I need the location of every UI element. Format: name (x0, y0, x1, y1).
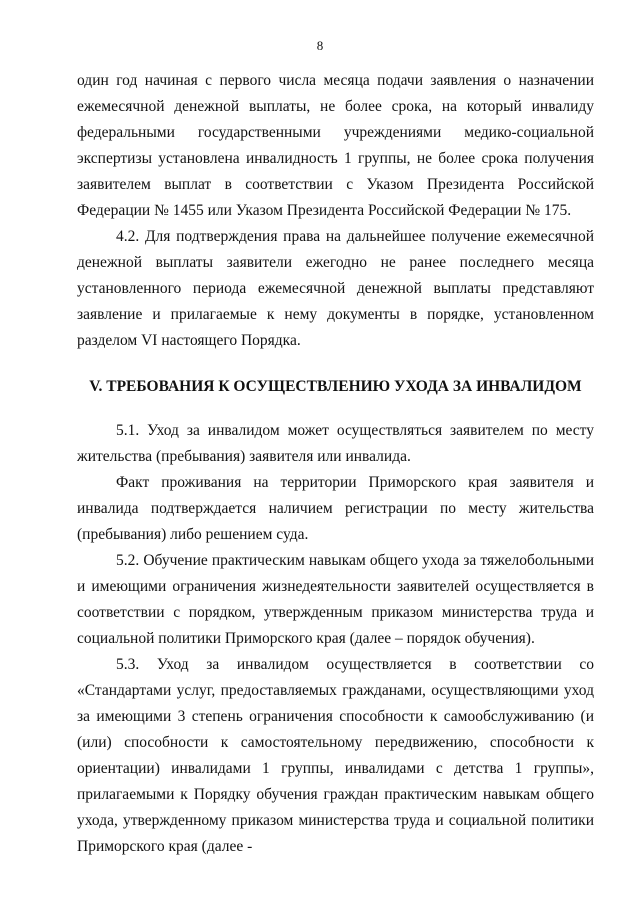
document-body (77, 68, 594, 860)
paragraph-5-2: 5.2. Обучение практическим навыкам общего ухода за тяжелобольными и имеющими ограничения жизнедеятельности заявителей осуществляется в соответствии с порядком, утвержденным приказом министерства труда и социальной политики Приморского края (далее – порядок обучения). (77, 552, 594, 647)
paragraph-continuation: один год начиная с первого числа месяца подачи заявления о назначении ежемесячной денежной выплаты, не более срока, на который инвалиду федеральными государственными учреждениями медико-социальной экспертизы установлена инвалидность 1 группы, не более срока получения заявителем выплат в соответствии с Указом Президента Российской Федерации № 1455 или Указом Президента Российской Федерации № 175. (77, 72, 594, 219)
paragraph-4-2: 4.2. Для подтверждения права на дальнейшее получение ежемесячной денежной выплаты заявители ежегодно не ранее последнего месяца установленного периода ежемесячной денежной выплаты представляют заявление и прилагаемые к нему документы в порядке, установленном разделом VI настоящего Порядка. (77, 228, 594, 349)
page-number: 8 (316, 38, 324, 53)
paragraph-5-1: 5.1. Уход за инвалидом может осуществляться заявителем по месту жительства (пребывания) заявителя или инвалида. (77, 422, 594, 465)
paragraph-5-3: 5.3. Уход за инвалидом осуществляется в соответствии со «Стандартами услуг, предоставляемых гражданами, осуществляющими уход за имеющими 3 степень ограничения способности к самообслуживанию (и (или) способности к самостоятельному передвижению, способности к ориентации) инвалидами 1 группы, инвалидами с детства 1 группы», прилагаемыми к Порядку обучения граждан практическим навыкам общего ухода, утвержденному приказом министерства труда и социальной политики Приморского края (далее - (77, 656, 594, 855)
section-heading-v: V. ТРЕБОВАНИЯ К ОСУЩЕСТВЛЕНИЮ УХОДА ЗА ИНВАЛИДОМ (89, 378, 582, 395)
paragraph-residence-fact: Факт проживания на территории Приморского края заявителя и инвалида подтверждается наличием регистрации по месту жительства (пребывания) либо решением суда. (77, 474, 594, 543)
